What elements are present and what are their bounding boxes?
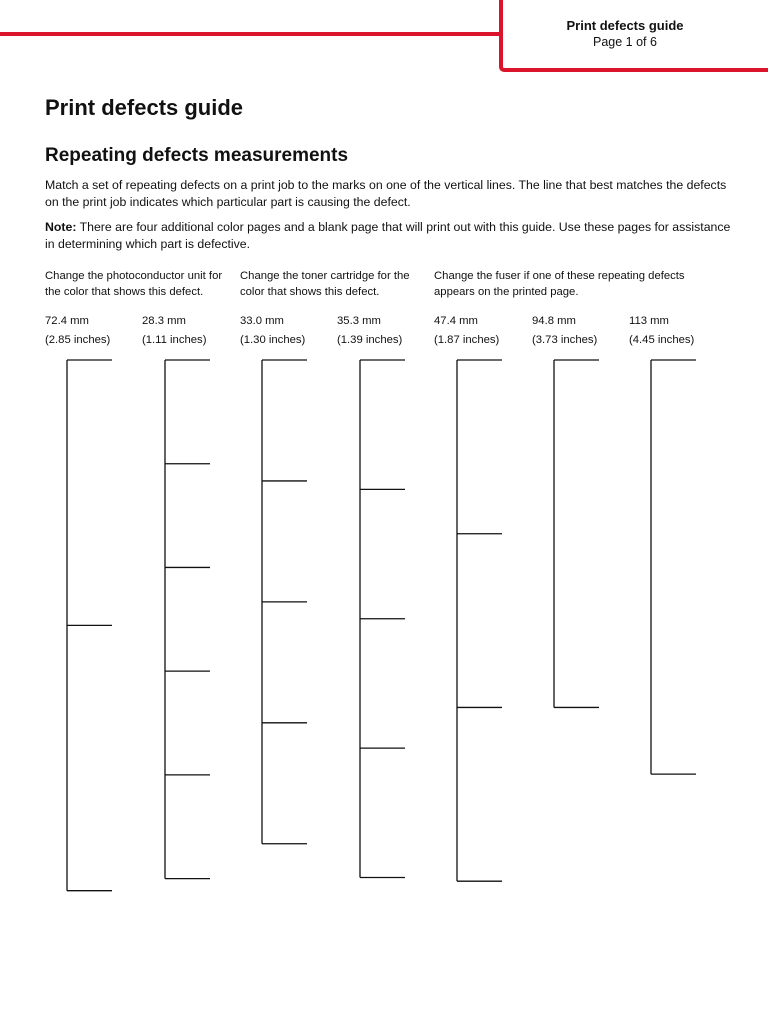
measurement-inches: (3.73 inches) [532,334,598,346]
measurement-mm: 94.8 mm [532,315,576,327]
measurement-inches: (4.45 inches) [629,334,695,346]
group-fuser-label: Change the fuser if one of these repeating defects appears on the printed page. [434,270,685,298]
measurement-inches: (1.30 inches) [240,334,306,346]
section-title: Repeating defects measurements [45,145,349,166]
measurement-mm: 72.4 mm [45,315,89,327]
header-title: Print defects guide [566,18,684,33]
measurement-inches: (2.85 inches) [45,334,111,346]
note-text: There are four additional color pages and a blank page that will print out with this guide. Use these pages for assistance in determining which part is defective. [45,220,731,251]
page-indicator: Page 1 of 6 [593,35,657,49]
measurement-mm: 113 mm [629,315,669,327]
measurement-inches: (1.39 inches) [337,334,403,346]
measurement-inches: (1.87 inches) [434,334,500,346]
group-photoconductor-label: Change the photoconductor unit for the color that shows this defect. [45,270,223,298]
measurement-mm: 47.4 mm [434,315,478,327]
document-title: Print defects guide [45,95,244,120]
group-toner-label: Change the toner cartridge for the color that shows this defect. [240,270,410,298]
measurement-mm: 33.0 mm [240,315,284,327]
intro-paragraph: Match a set of repeating defects on a print job to the marks on one of the vertical lines. The line that best matches the defects on the print job indicates which particular part is causing the defect. [45,178,727,209]
measurement-inches: (1.11 inches) [142,334,207,346]
note-label: Note: [45,220,77,234]
measurement-mm: 28.3 mm [142,315,186,327]
measurement-mm: 35.3 mm [337,315,381,327]
